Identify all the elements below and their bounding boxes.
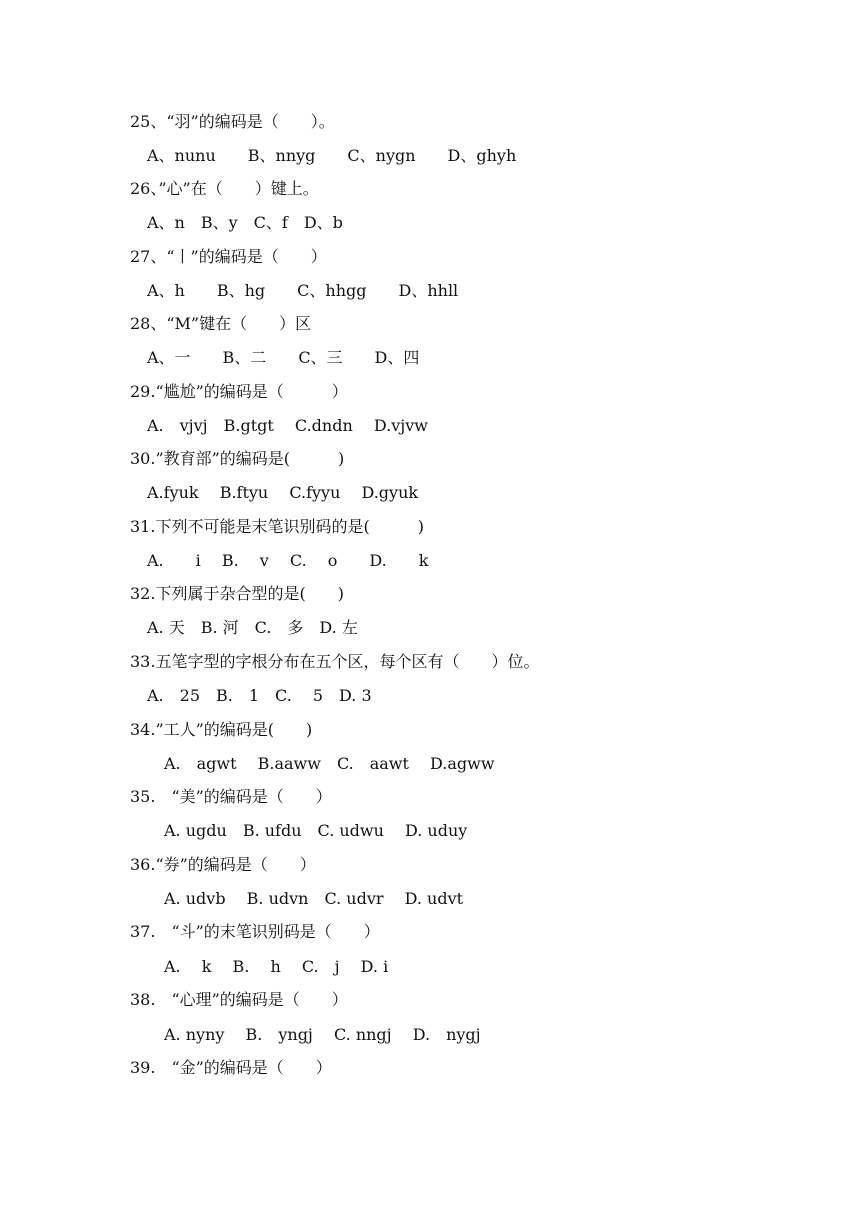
question-29: 29.“尴尬”的编码是（ ） xyxy=(130,382,348,401)
question-39: 39. “金”的编码是（ ） xyxy=(130,1058,332,1077)
question-31: 31.下列不可能是末笔识别码的是( ) xyxy=(130,517,424,536)
answer-options-33: A. 25 B. 1 C. 5 D. 3 xyxy=(147,686,372,705)
question-25: 25、“羽”的编码是（ ）。 xyxy=(130,112,335,131)
answer-options-32: A. 天 B. 河 C. 多 D. 左 xyxy=(147,618,358,637)
question-33: 33.五笔字型的字根分布在五个区，每个区有（ ）位。 xyxy=(130,652,540,671)
question-34: 34.”工人”的编码是( ) xyxy=(130,720,313,739)
question-36: 36.“券”的编码是（ ） xyxy=(130,855,316,874)
question-26: 26、”心”在（ ）键上。 xyxy=(130,179,319,198)
question-28: 28、“M”键在（ ）区 xyxy=(130,314,312,333)
answer-options-37: A. k B. h C. j D. i xyxy=(164,957,389,976)
answer-options-38: A. nyny B. yngj C. nngj D. nygj xyxy=(164,1025,481,1044)
answer-options-28: A、一 B、二 C、三 D、四 xyxy=(147,348,420,367)
answer-options-27: A、h B、hg C、hhgg D、hhll xyxy=(147,281,459,300)
question-30: 30.”教育部”的编码是( ) xyxy=(130,449,345,468)
answer-options-34: A. agwt B.aaww C. aawt D.agww xyxy=(164,754,495,773)
question-38: 38. “心理”的编码是（ ） xyxy=(130,990,348,1009)
question-35: 35. “美”的编码是（ ） xyxy=(130,787,332,806)
answer-options-30: A.fyuk B.ftyu C.fyyu D.gyuk xyxy=(147,483,419,502)
question-32: 32.下列属于杂合型的是( ) xyxy=(130,584,344,603)
answer-options-36: A. udvb B. udvn C. udvr D. udvt xyxy=(164,889,464,908)
answer-options-29: A. vjvj B.gtgt C.dndn D.vjvw xyxy=(147,416,428,435)
answer-options-35: A. ugdu B. ufdu C. udwu D. uduy xyxy=(164,821,468,840)
answer-options-31: A. i B. v C. o D. k xyxy=(147,551,429,570)
question-37: 37. “斗”的末笔识别码是（ ） xyxy=(130,922,380,941)
answer-options-25: A、nunu B、nnyg C、nygn D、ghyh xyxy=(147,146,517,165)
answer-options-26: A、n B、y C、f D、b xyxy=(147,213,343,232)
question-27: 27、“丨”的编码是（ ） xyxy=(130,247,327,266)
